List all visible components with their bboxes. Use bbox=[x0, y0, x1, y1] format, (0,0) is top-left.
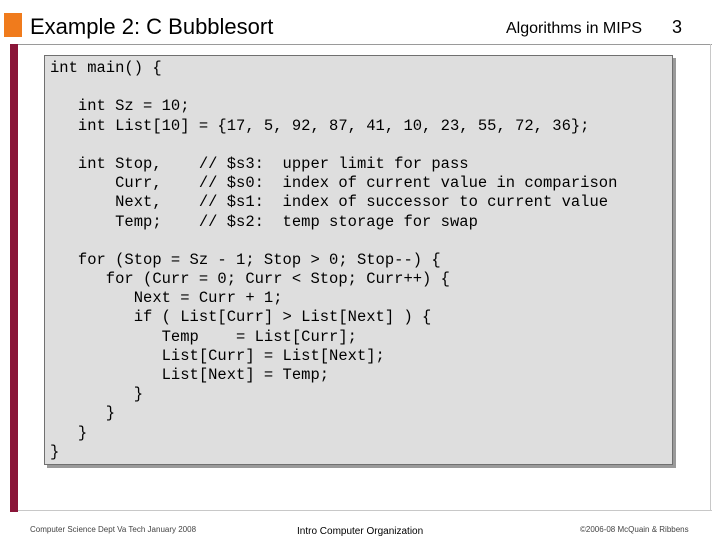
code-line: Curr, // $s0: index of current value in comparison bbox=[50, 174, 618, 193]
code-line: } bbox=[50, 423, 88, 442]
code-line: List[Curr] = List[Next]; bbox=[50, 346, 385, 365]
top-divider bbox=[18, 44, 712, 45]
bottom-divider bbox=[18, 510, 712, 511]
slide-number: 3 bbox=[672, 17, 683, 37]
code-line: int Stop, // $s3: upper limit for pass bbox=[50, 154, 469, 173]
course-title: Algorithms in MIPS bbox=[506, 20, 643, 37]
code-line bbox=[50, 136, 617, 155]
footer-course: Intro Computer Organization bbox=[297, 526, 424, 537]
code-line: Next = Curr + 1; bbox=[50, 289, 283, 308]
footer-copyright: ©2006-08 McQuain & Ribbens bbox=[580, 525, 689, 534]
code-line: Temp = List[Curr]; bbox=[50, 327, 357, 346]
code-line: } bbox=[50, 385, 144, 404]
right-divider bbox=[710, 44, 711, 510]
code-line: } bbox=[50, 442, 60, 461]
code-line bbox=[50, 78, 617, 97]
title-accent-square bbox=[4, 13, 22, 37]
code-line: List[Next] = Temp; bbox=[50, 366, 330, 384]
code-listing-box bbox=[44, 55, 673, 465]
left-accent-bar bbox=[10, 44, 18, 512]
code-line: Temp; // $s2: temp storage for swap bbox=[50, 212, 478, 231]
code-line: int List[10] = {17, 5, 92, 87, 41, 10, 23, 55, 72, 36}; bbox=[50, 116, 590, 135]
code-line: for (Stop = Sz - 1; Stop > 0; Stop--) { bbox=[50, 250, 441, 269]
code-line: for (Curr = 0; Curr < Stop; Curr++) { bbox=[50, 270, 450, 289]
slide-title: Example 2: C Bubblesort bbox=[30, 14, 274, 39]
code-line: Next, // $s1: index of successor to current value bbox=[50, 193, 609, 212]
code-line bbox=[50, 232, 617, 251]
code-listing bbox=[50, 59, 617, 462]
code-line: } bbox=[50, 404, 116, 423]
code-line: int main() { bbox=[50, 59, 162, 77]
code-line: if ( List[Curr] > List[Next] ) { bbox=[50, 308, 432, 327]
code-line: int Sz = 10; bbox=[50, 97, 190, 116]
footer-department: Computer Science Dept Va Tech January 2008 bbox=[30, 525, 197, 534]
